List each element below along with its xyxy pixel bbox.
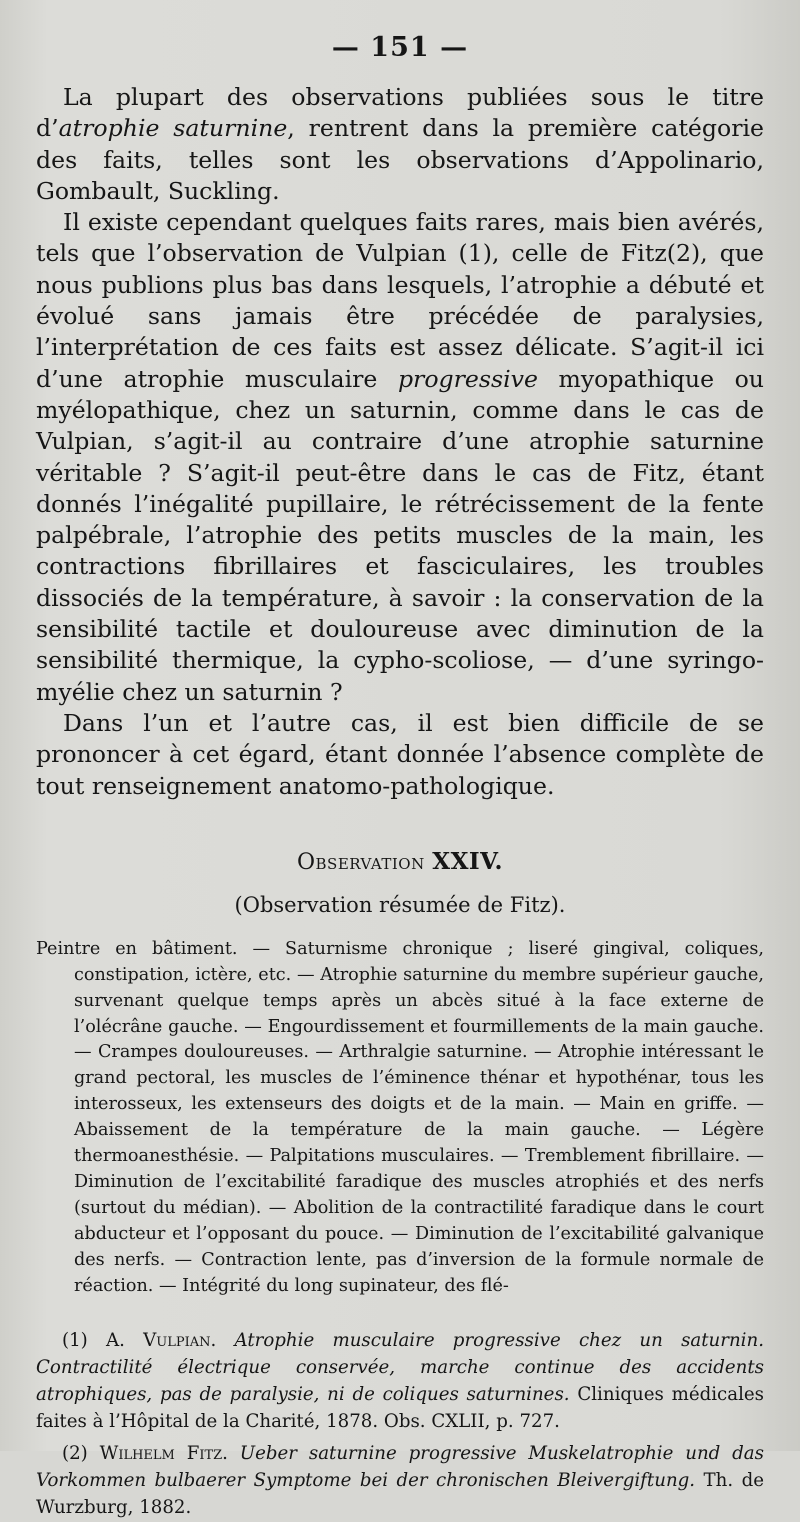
paragraph-2-text-b: myopathique ou myélopathique, chez un saturnin, comme dans le cas de Vulpian, s’agit-il au contraire d’une atrophie saturnine véritable ? S’agit-il peut-être dans le cas de Fitz, étant donnés l’inégalité pupillaire, le rétrécissement de la fente palpébrale, l’atrophie des petits muscles de la main, les contractions fibrillaires et fasciculaires, les troubles dissociés de la température, à savoir : la conservation de la sensibilité tactile et douloureuse avec diminution de la sensibilité thermique, la cypho-scoliose, — d’une syringo-myélie chez un saturnin ? [36,364,764,706]
footnote-1 [36,1327,764,1436]
paragraph-1 [36,82,764,207]
footnote-2-title: Ueber saturnine progressive Muskelatrophie und das Vorkommen bulbaerer Symptome bei der chronischen Bleivergiftung. [36,1442,764,1491]
footnote-1-marker: (1) [62,1329,106,1351]
observation-heading [36,847,764,878]
paragraph-1-text-b: , rentrent dans la première catégorie des faits, telles sont les observations d’Appolinario, Gombault, Suckling. [36,114,764,205]
footnote-2-marker: (2) [62,1442,100,1464]
main-text [36,82,764,802]
footnote-2-author: Wilhelm Fitz. [99,1442,228,1464]
footnotes [36,1327,764,1522]
observation-number: XXIV. [432,847,503,875]
observation-word: Observation [296,849,425,875]
footnote-2-rest: Th. de Wurzburg, 1882. [36,1470,764,1519]
paragraph-1-text-a: La plupart des observations publiées sous le titre d’ [36,83,764,143]
footnote-1-author: A. Vulpian. [106,1329,217,1351]
footnote-1-rest: Cliniques médicales faites à l’Hôpital de la Charité, 1878. Obs. CXLII, p. 727. [36,1384,764,1433]
paragraph-2 [36,207,764,708]
paragraph-2-italic: progressive [397,364,538,393]
observation-summary: Peintre en bâtiment. — Saturnisme chronique ; liseré gingival, coliques, constipation, ictère, etc. — Atrophie saturnine du membre supérieur gauche, survenant quelque temps après un abcès situé à la face externe de l’olécrâne gauche. — Engourdissement et fourmillements de la main gauche. — Crampes douloureuses. — Arthralgie saturnine. — Atrophie intéressant le grand pectoral, les muscles de l’éminence thénar et hypothénar, tous les interosseux, les extenseurs des doigts et de la main. — Main en griffe. — Abaissement de la température de la main gauche. — Légère thermoanesthésie. — Palpitations musculaires. — Tremblement fibrillaire. — Diminution de l’excitabilité faradique des muscles atrophiés et des nerfs (surtout du médian). — Abolition de la contractilité faradique dans le court abducteur et l’opposant du pouce. — Diminution de l’excitabilité galvanique des nerfs. — Contraction lente, pas d’inversion de la formule normale de réaction. — Intégrité du long supinateur, des flé- [36,938,764,1296]
paragraph-3: Dans l’un et l’autre cas, il est bien difficile de se prononcer à cet égard, étant donnée l’absence complète de tout renseignement anatomo-pathologique. [36,708,764,800]
paragraph-1-italic: atrophie saturnine [58,114,288,143]
page-number: — 151 — [331,32,469,63]
paragraph-2-text-a: Il existe cependant quelques faits rares, mais bien avérés, tels que l’observation de Vulpian (1), celle de Fitz(2), que nous publions plus bas dans lesquels, l’atrophie a débuté et évolué sans jamais être précédée de paralysies, l’interprétation de ces faits est assez délicate. S’agit-il ici d’une atrophie musculaire [36,208,764,393]
observation-subtitle: (Observation résumée de Fitz). [234,892,566,917]
footnote-2 [36,1440,764,1522]
footnote-1-title: Atrophie musculaire progressive chez un saturnin. Contractilité électrique conservée, marche continue des accidents atrophiques, pas de paralysie, ni de coliques saturnines. [36,1329,764,1406]
